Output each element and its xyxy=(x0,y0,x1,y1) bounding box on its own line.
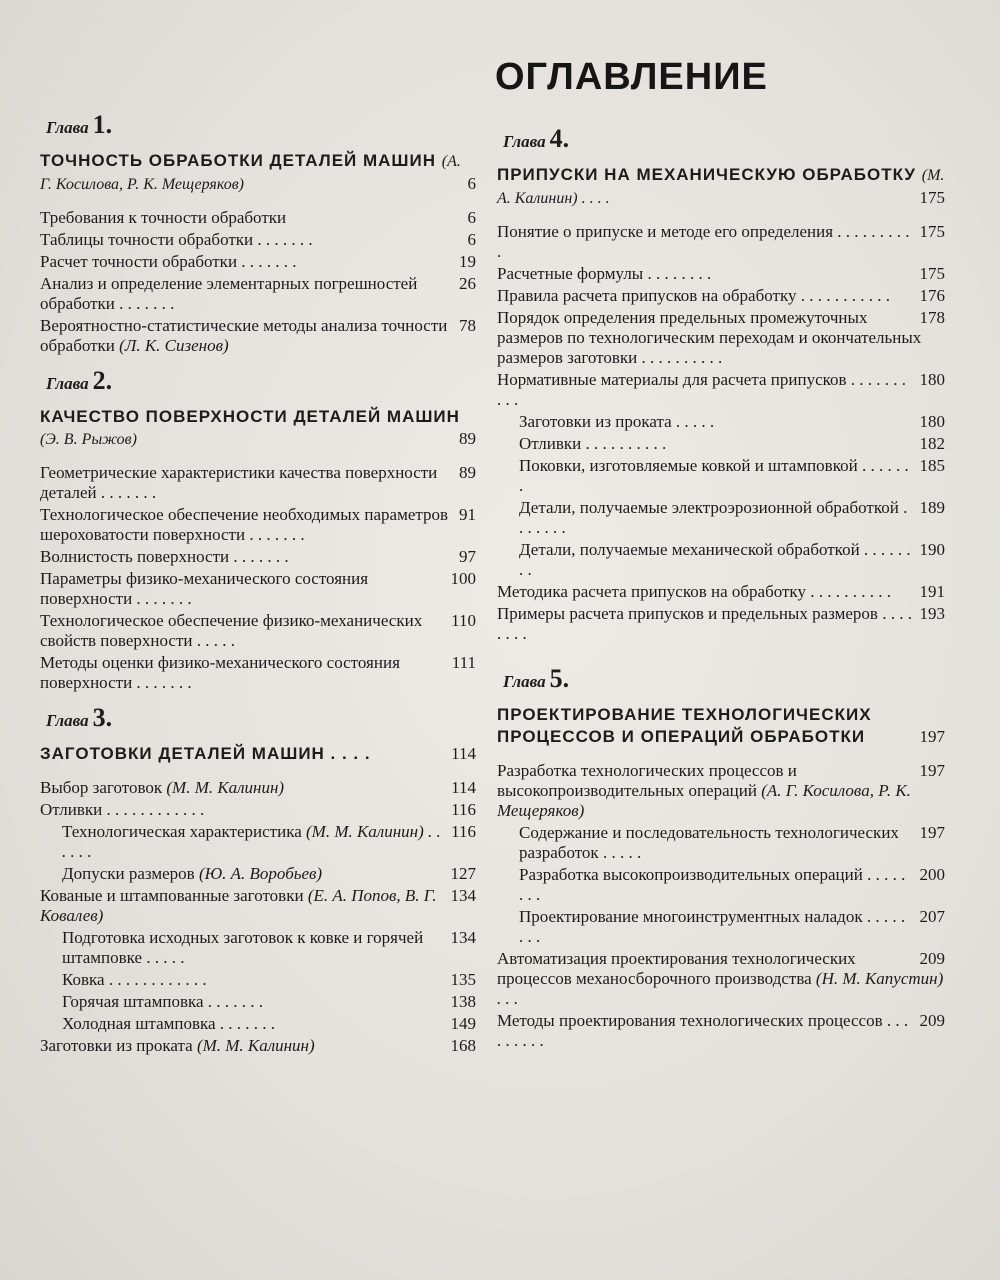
toc-entry: 191 Методика расчета припусков на обработку . . . . . . . . . . xyxy=(497,582,945,601)
toc-entry: 209 Автоматизация проектирования технологических процессов механосборочного производства (Н. М. Капустин) . . . xyxy=(497,949,945,1008)
toc-entry: 182 Отливки . . . . . . . . . . xyxy=(519,434,945,453)
toc-entry: 19 Расчет точности обработки . . . . . . . xyxy=(40,252,476,271)
toc-entry: 190 Детали, получаемые механической обработкой . . . . . . . . xyxy=(519,540,945,579)
toc-entry: 175 Понятие о припуске и методе его определения . . . . . . . . . . xyxy=(497,222,945,261)
toc-entry: 207 Проектирование многоинструментных наладок . . . . . . . . xyxy=(519,907,945,946)
toc-entry: 6 Требования к точности обработки xyxy=(40,208,476,227)
toc-entry: 6 Таблицы точности обработки . . . . . . . xyxy=(40,230,476,249)
chapter-label: Глава 4. xyxy=(503,124,570,153)
toc-entry: 178 Порядок определения предельных промежуточных размеров по технологическим переходам и окончательных размеров заготовки . . . . . . . . . . xyxy=(497,308,945,367)
chapter-title: КАЧЕСТВО ПОВЕРХНОСТИ ДЕТАЛЕЙ МАШИН (Э. В. Рыжов) 89 xyxy=(40,407,476,448)
toc-entry: 200 Разработка высокопроизводительных операций . . . . . . . . xyxy=(519,865,945,904)
toc-entry: 110 Технологическое обеспечение физико-механических свойств поверхности . . . . . xyxy=(40,611,476,650)
toc-entry: 134 Кованые и штампованные заготовки (Е. А. Попов, В. Г. Ковалев) xyxy=(40,886,476,925)
chapter-title: ПРИПУСКИ НА МЕХАНИЧЕСКУЮ ОБРАБОТКУ (М. А. Калинин) . . . . 175 xyxy=(497,165,945,207)
toc-entry: 197 Содержание и последовательность технологических разработок . . . . . xyxy=(519,823,945,862)
toc-entry: 97 Волнистость поверхности . . . . . . . xyxy=(40,547,476,566)
chapter-title: ПРОЕКТИРОВАНИЕ ТЕХНОЛОГИЧЕСКИХ ПРОЦЕССОВ И ОПЕРАЦИЙ ОБРАБОТКИ 197 xyxy=(497,705,945,746)
chapter-3 xyxy=(40,703,476,1056)
toc-entry: 127 Допуски размеров (Ю. А. Воробьев) xyxy=(62,864,476,883)
toc-entry: 209 Методы проектирования технологических процессов . . . . . . . . . xyxy=(497,1011,945,1050)
toc-entry: 175 Расчетные формулы . . . . . . . . xyxy=(497,264,945,283)
chapter-4 xyxy=(497,124,945,644)
toc-entry: 189 Детали, получаемые электроэрозионной обработкой . . . . . . . xyxy=(519,498,945,537)
toc-entry: 180 Нормативные материалы для расчета припусков . . . . . . . . . . xyxy=(497,370,945,409)
toc-entry: 26 Анализ и определение элементарных погрешностей обработки . . . . . . . xyxy=(40,274,476,313)
chapter-2 xyxy=(40,366,476,693)
toc-entry: 111 Методы оценки физико-механического состояния поверхности . . . . . . . xyxy=(40,653,476,692)
chapter-label: Глава 1. xyxy=(46,110,113,139)
toc-entry: 185 Поковки, изготовляемые ковкой и штамповкой . . . . . . . xyxy=(519,456,945,495)
toc-entry: 134 Подготовка исходных заготовок к ковке и горячей штамповке . . . . . xyxy=(62,928,476,967)
toc-entry: 89 Геометрические характеристики качества поверхности деталей . . . . . . . xyxy=(40,463,476,502)
toc-entry: 116 Отливки . . . . . . . . . . . . xyxy=(40,800,476,819)
toc-entry: 168 Заготовки из проката (М. М. Калинин) xyxy=(40,1036,476,1055)
toc-entry: 193 Примеры расчета припусков и предельных размеров . . . . . . . . xyxy=(497,604,945,643)
toc-entry: 180 Заготовки из проката . . . . . xyxy=(519,412,945,431)
toc-entry: 149 Холодная штамповка . . . . . . . xyxy=(62,1014,476,1033)
toc-entry: 91 Технологическое обеспечение необходимых параметров шероховатости поверхности . . . . . . . xyxy=(40,505,476,544)
toc-right-column xyxy=(497,124,945,1061)
chapter-label: Глава 3. xyxy=(46,703,113,732)
toc-entry: 135 Ковка . . . . . . . . . . . . xyxy=(62,970,476,989)
chapter-label: Глава 5. xyxy=(503,664,570,693)
chapter-title: ТОЧНОСТЬ ОБРАБОТКИ ДЕТАЛЕЙ МАШИН (А. Г. Косилова, Р. К. Мещеряков) 6 xyxy=(40,151,476,193)
toc-left-column xyxy=(40,110,476,1066)
chapter-label: Глава 2. xyxy=(46,366,113,395)
chapter-5 xyxy=(497,664,945,1051)
toc-entry: 100 Параметры физико-механического состояния поверхности . . . . . . . xyxy=(40,569,476,608)
toc-entry: 138 Горячая штамповка . . . . . . . xyxy=(62,992,476,1011)
toc-entry: 78 Вероятностно-статистические методы анализа точности обработки (Л. К. Сизенов) xyxy=(40,316,476,355)
chapter-title: ЗАГОТОВКИ ДЕТАЛЕЙ МАШИН . . . . 114 xyxy=(40,744,476,763)
toc-entry: 176 Правила расчета припусков на обработку . . . . . . . . . . . xyxy=(497,286,945,305)
toc-entry: 197 Разработка технологических процессов и высокопроизводительных операций (А. Г. Косилова, Р. К. Мещеряков) xyxy=(497,761,945,820)
toc-entry: 116 Технологическая характеристика (М. М. Калинин) . . . . . . xyxy=(62,822,476,861)
toc-entry: 114 Выбор заготовок (М. М. Калинин) xyxy=(40,778,476,797)
chapter-1 xyxy=(40,110,476,356)
page-title: ОГЛАВЛЕНИЕ xyxy=(495,56,768,98)
